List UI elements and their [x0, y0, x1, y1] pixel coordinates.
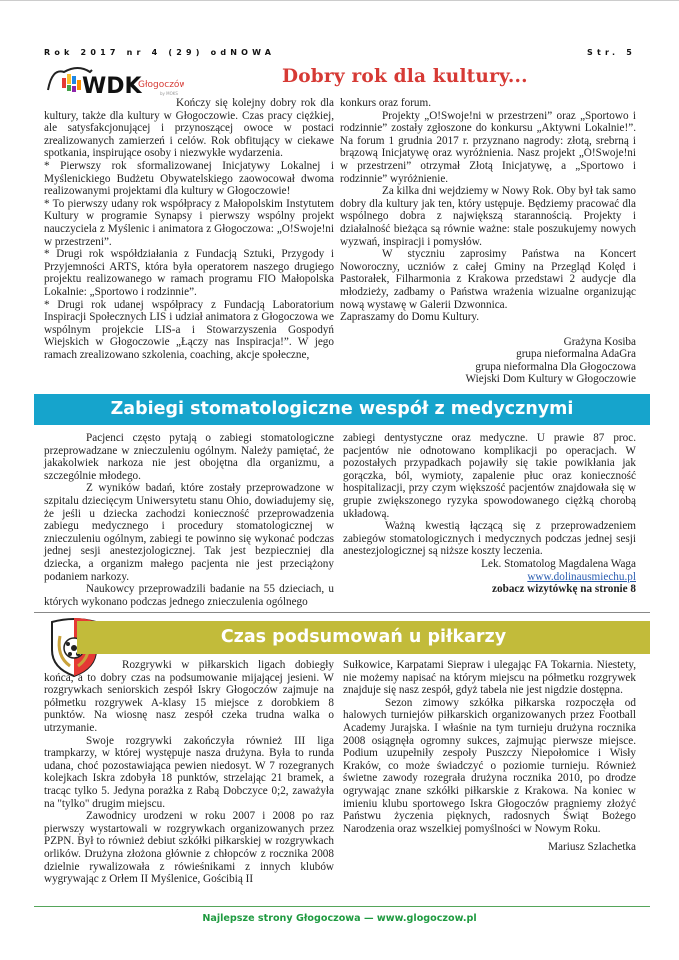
paragraph: Projekty „O!Swoje!ni w przestrzeni” oraz „Sportowo i rodzinnie” zostały zgłoszone do konkursu „Aktywni Lokalnie!”. Na forum 1 grudnia 2017 r. przyznano nagrody: złotą, srebrną i brązową Inicjatywę oraz wyróżnienia. Nasz projekt „O!Swoje!ni w przestrzeni” otrzymał Złotą Inicjatywę, a „Sportowo i rodzinnie” wyróżnienie.: [340, 109, 636, 185]
paragraph: Zawodnicy urodzeni w roku 2007 i 2008 po raz pierwszy wystartowali w rozgrywkach organizowanych przez PZPN. Był to również debiut szkółki piłkarskiej w rozgrywkach orlików. Drużyna złożona głównie z chłopców z rocznika 2008 dzielnie rywalizowała z rówieśnikami z innych klubów wygrywając z Orłem II Myślenice, Gościbią II: [44, 810, 334, 886]
footer-divider: [34, 906, 650, 907]
paragraph: Rozgrywki w piłkarskich ligach dobiegły końca, a to dobry czas na podsumowanie mijającej jesieni. W rozgrywkach seniorskich zespół Iskry Głogoczów zajmuje na półmetku rozgrywek A-klasy 15 miejsce z dorobkiem 8 punktów. Na wiosnę nasz zespół czeka trudna walka o utrzymanie.: [44, 659, 334, 734]
article3-right-column: [343, 659, 636, 854]
paragraph: Ważną kwestią łączącą się z przeprowadzeniem zabiegów stomatologicznych i medycznych podczas jednej sesji anestezjologicznej są niższe koszty leczenia.: [343, 520, 636, 558]
section-divider: [34, 612, 650, 613]
issue-header: Rok 2017 nr 4 (29) odNOWA: [44, 48, 276, 57]
paragraph: * Pierwszy rok sformalizowanej Inicjatywy Lokalnej i Myślenickiego Budżetu Obywatelskiego zaowocował dwoma realizowanymi projektami dla kultury w Głogoczowie!: [44, 159, 334, 198]
paragraph: Za kilka dni wejdziemy w Nowy Rok. Oby był tak samo dobry dla kultury jak ten, który ustępuje. Będziemy pracować dla wspólnego dobra z największą starannością. Projekty i działalność bieżąca są równie ważne: stale poszukujemy nowych wyzwań, inspiracji i pomysłów.: [340, 185, 636, 248]
svg-text:WDK: WDK: [82, 74, 142, 99]
paragraph: * Drugi rok udanej współpracy z Fundacją Laboratorium Inspiracji Społecznych LIS i udział animatora z Głogoczowa we wspólnym projekcie LIS-a i Stowarzyszenia Gospodyń Wiejskich w Głogoczowie „Łączy nas Inspiracja!”. W jego ramach zrealizowano szkolenia, coaching, akcje społeczne,: [44, 298, 334, 361]
footer-text: Najlepsze strony Głogoczowa — www.glogoczow.pl: [202, 913, 477, 924]
paragraph: Kończy się kolejny dobry rok dla kultury, także dla kultury w Głogoczowie. Czas pracy ciężkiej, ale satysfakcjonującej i przynoszącej owoce w postaci zrealizowanych zamierzeń i celów. Rok obfitujący w ciekawe spotkania, inspirujące osoby i niezwykłe wydarzenia.: [44, 97, 334, 160]
wdk-logo-icon: [44, 60, 184, 100]
article1-right-column: [340, 97, 636, 386]
paragraph: * To pierwszy udany rok współpracy z Małopolskim Instytutem Kultury w programie Synapsy i pierwszy wspólny projekt nauczyciela z Myślenic i animatora z Głogoczowa: „O!Swoje!ni w przestrzeni”.: [44, 197, 334, 248]
article2-left-column: [44, 432, 334, 608]
paragraph: Naukowcy przeprowadzili badanie na 55 dzieciach, u których wykonano podczas jednego znieczulenia ogólnego: [44, 583, 334, 608]
paragraph: * Drugi rok współdziałania z Fundacją Sztuki, Przygody i Przyjemności ARTS, która była operatorem naszego drugiego projektu realizowanego w ramach programu FIO Małopolska Lokalnie: „Sportowo i rodzinnie”.: [44, 248, 334, 298]
paragraph: Sułkowice, Karpatami Siepraw i ulegając FA Tokarnia. Niestety, nie możemy napisać na którym miejscu na półmetku rozgrywek znajduje się nasz zespół, gdyż tabela nie jest nigdzie dostępna.: [343, 659, 636, 697]
article-title-culture: Dobry rok dla kultury...: [282, 66, 528, 87]
paragraph: Sezon zimowy szkółka piłkarska rozpoczęła od halowych turniejów piłkarskich organizowanych przez Football Academy Jurajska. I właśnie na tym turnieju drużyna rocznika 2008 osiągnęła ogromny sukces, zajmując pierwsze miejsce. Podium uzupełniły zespoły Puszczy Niepołomice i Wisły Kraków, co może świadczyć o poziomie turnieju. Również świetne zawody rozegrała drużyna rocznika 2010, po drodze ogrywając znane szkółki piłkarskie z Krakowa. Na koniec w imieniu klubu sportowego Iskra Głogoczów pragniemy złożyć Państwu życzenia pięknych, radosnych Świąt Bożego Narodzenia oraz wszelkiej pomyślności w Nowym Roku.: [343, 696, 636, 835]
see-also-note: zobacz wizytówkę na stronie 8: [492, 583, 636, 596]
article2-right-column: [343, 432, 636, 596]
article3-left-column: [44, 659, 334, 886]
paragraph: Swoje rozgrywki zakończyła również III liga trampkarzy, w której występuje nasza drużyna. Była to runda udana, choć pozostawiająca pewien niedosyt. W 7 rozegranych kolejkach Iskra zdobyła 18 punktów, strzelając 21 bramek, a tracąc tylko 5. Jedyna porażka z Rabą Dobczyce 0;2, zaważyła na "tylko" drugim miejscu.: [44, 734, 334, 810]
paragraph: Z wyników badań, które zostały przeprowadzone w szpitalu dziecięcym Uniwersytetu stanu Ohio, dowiadujemy się, że jeśli u dziecka zachodzi konieczność przeprowadzenia zabiegu medycznego i procedury stomatologicznej w znieczuleniu ogólnym, zabiegi te powinno się wykonać podczas jednej sesji anestezjologicznej. Tak jest bezpieczniej dla dziecka, a organizm małego pacjenta nie jest przeciążony podaniem narkozy.: [44, 482, 334, 583]
author-affiliation: grupa nieformalna Dla Głogoczowa: [475, 360, 636, 373]
article-title-football: Czas podsumowań u piłkarzy: [77, 621, 650, 654]
author-name: Lek. Stomatolog Magdalena Waga: [481, 557, 636, 570]
page-top-border: [0, 0, 679, 1]
wdk-logo: [44, 60, 184, 100]
article-title-dental: Zabiegi stomatologiczne wespół z medycznymi: [34, 394, 650, 425]
paragraph: Zapraszamy do Domu Kultury.: [340, 311, 480, 324]
author-name: Grażyna Kosiba: [563, 335, 636, 348]
paragraph: Pacjenci często pytają o zabiegi stomatologiczne przeprowadzane w znieczuleniu ogólnym. Należy pamiętać, że jakakolwiek narkoza nie jest obojętna dla organizmu, a szczególnie młodego.: [44, 432, 334, 482]
author-affiliation: grupa nieformalna AdaGra: [516, 348, 636, 361]
svg-text:Głogoczów: Głogoczów: [138, 80, 184, 90]
page-number: Str. 5: [587, 48, 636, 57]
website-link[interactable]: www.dolinausmiechu.pl: [527, 570, 636, 583]
article1-left-column: [44, 97, 334, 361]
svg-text:by MOKS: by MOKS: [160, 91, 178, 96]
paragraph: W styczniu zaprosimy Państwa na Koncert Noworoczny, uczniów z całej Gminy na Przegląd Kolęd i Pastorałek, Filharmonia z Krakowa przedstawi 2 audycje dla młodzieży, zadbamy o Państwa wrażenia wizualne organizując nową wystawę w Galerii Dzwonnica.: [340, 248, 636, 311]
paragraph: konkurs oraz forum.: [340, 97, 432, 109]
author-name: Mariusz Szlachetka: [548, 841, 636, 854]
author-affiliation: Wiejski Dom Kultury w Głogoczowie: [465, 373, 636, 386]
paragraph: zabiegi dentystyczne oraz medyczne. U prawie 87 proc. pacjentów nie odnotowano komplikacji po operacjach. W pozostałych przypadkach pojawiły się takie powikłania jak gorączka, ból, wymioty, zapalenie płuc oraz konieczność hospitalizacji, przy czym większość pacjentów znajdowała się w grupie zwiększonego ryzyka spowodowanego ciężką chorobą układową.: [343, 432, 636, 520]
